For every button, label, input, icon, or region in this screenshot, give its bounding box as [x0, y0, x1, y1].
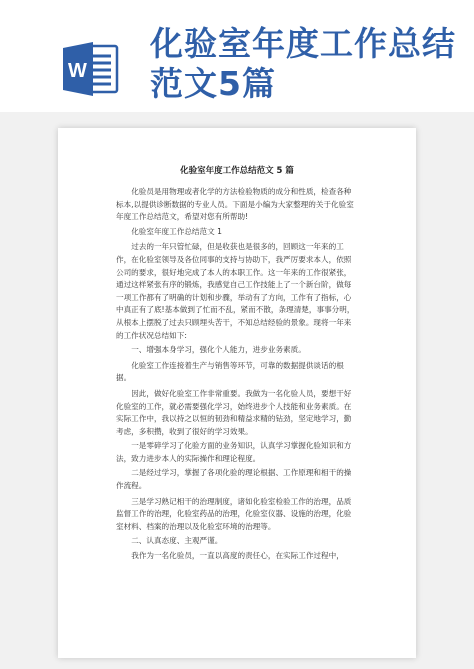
- paragraph-point-3: 三是学习熟记相干的治理制度，诸如化验室检验工作的治理，品质监督工作的治理，化验室药品的治理，化验室仪器、设施的治理，化验室材料、档案的治理以及化验室环境的治理等。: [116, 496, 352, 531]
- section-heading-1: 一、增强本身学习，强化个人能力，进步业务素质。: [131, 345, 306, 355]
- paragraph-intro: 化验员是用物理或者化学的方法检验物质的成分和性质，检查各种标本,以提供诊断数据的专业人员。下面是小编为大家整理的关于化验室年度工作总结范文，希望对您有所帮助!: [116, 187, 354, 222]
- paragraph-point-2: 二是经过学习，掌握了各项化验的理论根据、工作原理和相干的操作流程。: [116, 468, 352, 491]
- paragraph-lab-work: 化验室工作连接着生产与销售等环节，可靠的数据提供谈话的根据。: [116, 360, 344, 383]
- paragraph-importance: 因此，做好化验室工作非常重要。我做为一名化验人员，要想干好化验室的工作，就必需要强化学习，始终进步个人技能和业务素质。在实际工作中，我以持之以恒的韧劲和精益求精的钻劲，坚定地学习，勤考虑，多积攒，收到了很好的学习效果。: [116, 388, 352, 436]
- document-page: [58, 128, 416, 658]
- document-title: 化验室年度工作总结范文 5 篇: [180, 166, 294, 176]
- paragraph-heading-1: 化验室年度工作总结范文 1: [131, 226, 222, 236]
- header-banner: [0, 0, 474, 110]
- word-document-icon: [63, 40, 119, 98]
- document-body: [116, 186, 358, 563]
- section-heading-2: 二、认真态度、主观严谨。: [131, 536, 223, 546]
- banner-title: 化验室年度工作总结范文5篇: [150, 24, 456, 103]
- paragraph-review: 过去的一年只管忙碌，但是收获也是很多的，回顾这一年来的工作，在化验室领导及各位同事的支持与协助下，我严厉要求本人，依照公司的要求，很好地完成了本人的本职工作。这一年来的工作很紧张，通过这样紧张有序的锻炼，我感觉自己工作技能上了一个新台阶，做每一项工作都有了明确的计划和步骤，举动有了方向，工作有了指标，心中真正有了底!基本做到了忙而不乱，紧而不散，条理清楚，事事分明，从根本上摆脱了过去只顾埋头苦干，不知总结经验的景象。现将一年来的工作状况总结如下:: [116, 242, 355, 340]
- svg-text:W: W: [68, 60, 87, 82]
- paragraph-point-1: 一是零碎学习了化验方面的业务知识，认真学习掌握化验知识和方法，致力进步本人的实际操作和理论程度。: [116, 441, 352, 463]
- paragraph-closing: 我作为一名化验员，一直以高度的责任心，在实际工作过程中，: [131, 551, 344, 561]
